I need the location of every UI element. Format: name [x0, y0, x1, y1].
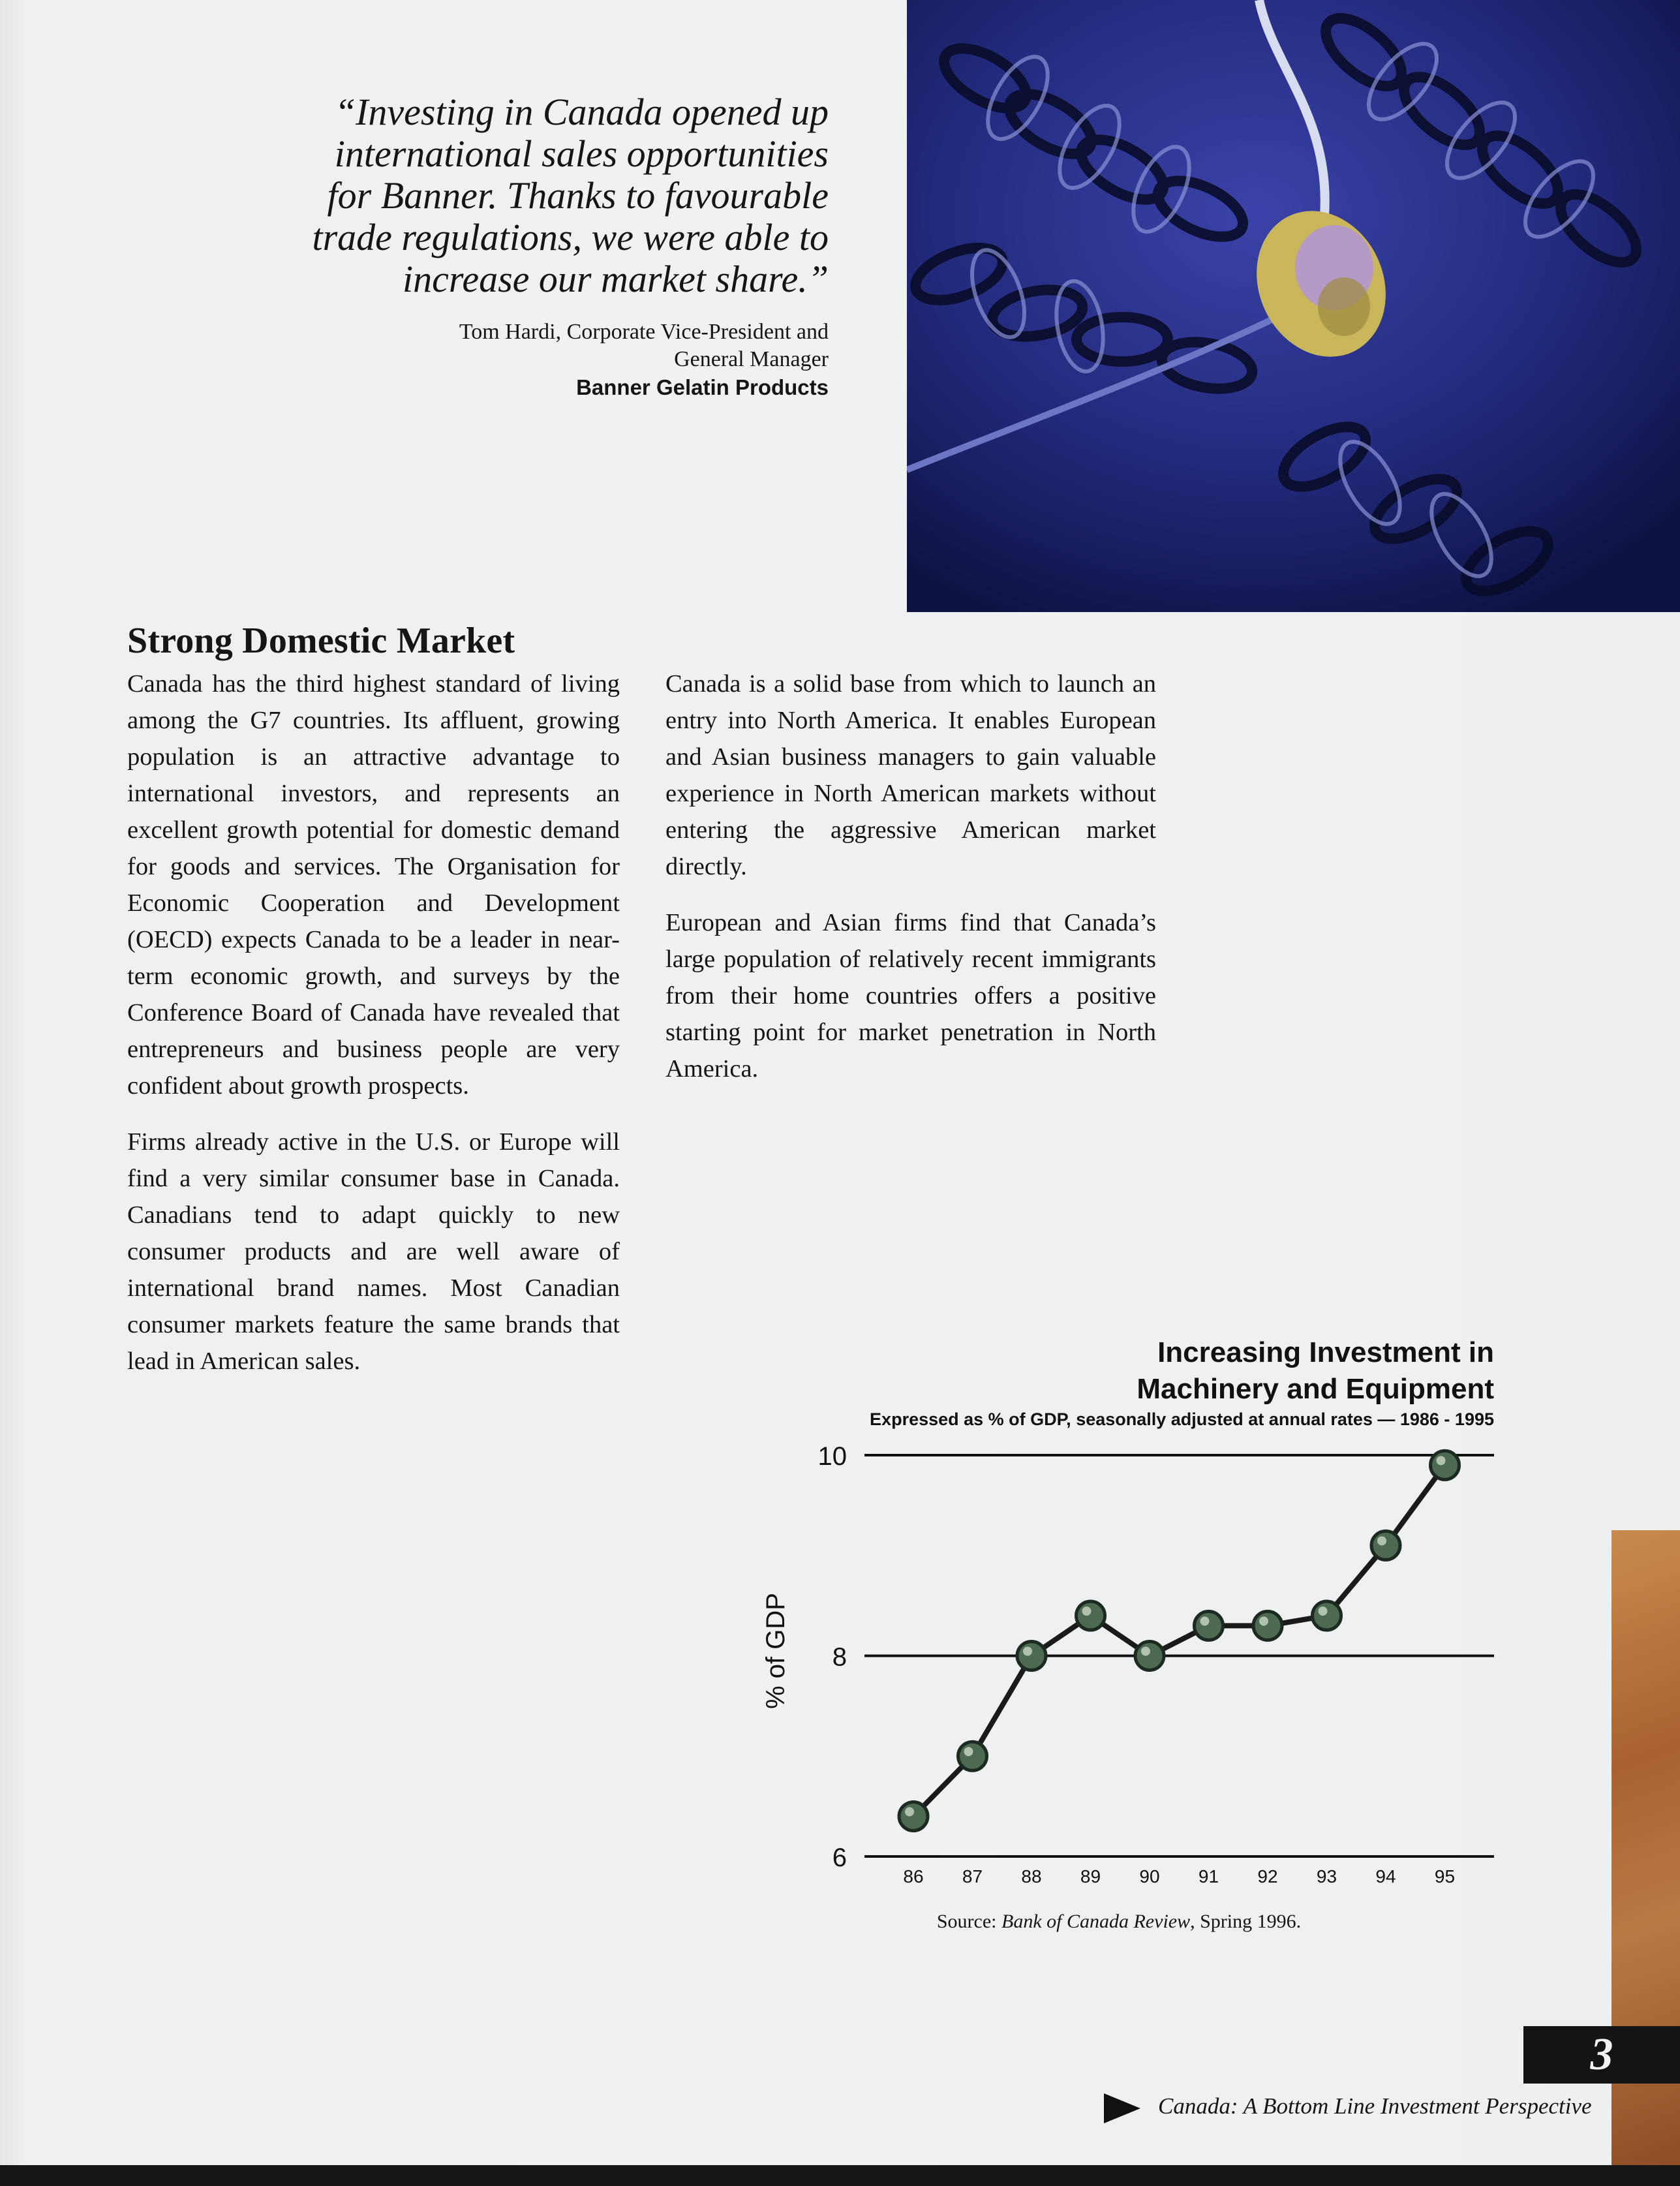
- data-point-highlight: [1200, 1616, 1210, 1625]
- chart-title: [979, 1334, 1494, 1408]
- x-tick-label: 93: [1316, 1866, 1337, 1886]
- attribution-role: General Manager: [674, 347, 829, 371]
- data-point-highlight: [1319, 1607, 1328, 1616]
- body-paragraph: European and Asian firms find that Canada’s large population of relatively recent immigrants from their home countries offers a positive starting point for market penetration in North America.: [665, 909, 1156, 1083]
- source-publication: Bank of Canada Review: [1001, 1911, 1191, 1932]
- data-point: [1313, 1601, 1341, 1630]
- quote-attribution: [248, 318, 829, 373]
- data-point: [1017, 1642, 1046, 1670]
- x-tick-label: 88: [1021, 1866, 1042, 1886]
- chains-photo: [907, 0, 1680, 612]
- body-column-left: [127, 666, 620, 1399]
- data-point: [1253, 1611, 1282, 1640]
- page-number: 3: [1523, 2026, 1680, 2084]
- quote-company: Banner Gelatin Products: [576, 375, 829, 399]
- chart-y-ticks: [818, 1442, 848, 1872]
- x-tick-label: 91: [1198, 1866, 1219, 1886]
- data-point: [1135, 1642, 1164, 1670]
- play-arrow-icon: [1103, 2092, 1142, 2125]
- quote-line: trade regulations, we were able to: [312, 216, 829, 258]
- source-suffix: , Spring 1996.: [1190, 1911, 1302, 1932]
- chart-series-line: [913, 1465, 1445, 1816]
- chart-title-line: Machinery and Equipment: [1137, 1373, 1494, 1405]
- quote-text: [248, 91, 829, 300]
- data-point: [899, 1802, 928, 1831]
- body-paragraph: Firms already active in the U.S. or Europe will find a very similar consumer base in Canada. Canadians tend to adapt quickly to new consumer products and are well aware of international brand names. Most Canadian consumer markets feature the same brands that lead in American sales.: [127, 1128, 620, 1375]
- bottom-scan-edge: [0, 2165, 1680, 2186]
- attribution-title: Tom Hardi, Corporate Vice-President and: [459, 320, 829, 344]
- chart-source: [718, 1911, 1520, 1933]
- quote-line: “Investing in Canada opened up: [334, 91, 829, 133]
- x-tick-label: 92: [1257, 1866, 1278, 1886]
- wood-texture-strip: [1611, 1530, 1680, 2186]
- data-point-highlight: [1259, 1616, 1268, 1625]
- data-point: [958, 1742, 987, 1770]
- x-tick-label: 90: [1139, 1866, 1160, 1886]
- body-paragraph: Canada is a solid base from which to launch an entry into North America. It enables European and Asian business managers to gain valuable experience in North American markets without entering the aggressive American market directly.: [665, 670, 1156, 880]
- chart-x-ticks: [903, 1866, 1455, 1886]
- quote-line: international sales opportunities: [334, 132, 829, 175]
- investment-line-chart: [718, 1429, 1520, 1899]
- data-point-highlight: [1082, 1607, 1092, 1616]
- y-tick-label: 8: [832, 1642, 847, 1672]
- source-prefix: Source:: [936, 1911, 1001, 1932]
- x-tick-label: 94: [1375, 1866, 1396, 1886]
- chart-subtitle: Expressed as % of GDP, seasonally adjusted at annual rates — 1986 - 1995: [870, 1409, 1494, 1429]
- data-point-highlight: [964, 1747, 973, 1756]
- quote-line: for Banner. Thanks to favourable: [327, 174, 829, 217]
- section-heading: Strong Domestic Market: [127, 621, 515, 661]
- data-point: [1195, 1611, 1223, 1640]
- x-tick-label: 95: [1434, 1866, 1456, 1886]
- x-tick-label: 86: [903, 1866, 924, 1886]
- body-column-right: [665, 666, 1156, 1107]
- x-tick-label: 87: [962, 1866, 983, 1886]
- y-tick-label: 6: [832, 1843, 847, 1872]
- pull-quote: [248, 91, 829, 402]
- chart-grid: [864, 1455, 1494, 1856]
- data-point-highlight: [1377, 1536, 1386, 1545]
- data-point: [1431, 1451, 1459, 1479]
- chart-title-line: Increasing Investment in: [1157, 1336, 1494, 1368]
- quote-line: increase our market share.”: [403, 258, 829, 300]
- data-point-highlight: [905, 1808, 914, 1817]
- footer-title: Canada: A Bottom Line Investment Perspective: [1158, 2093, 1592, 2119]
- footer: [1103, 2088, 1605, 2127]
- data-point-highlight: [1023, 1647, 1032, 1656]
- x-tick-label: 89: [1080, 1866, 1101, 1886]
- data-point-highlight: [1141, 1647, 1150, 1656]
- y-tick-label: 10: [817, 1442, 847, 1471]
- data-point-highlight: [1437, 1456, 1446, 1465]
- chart-y-axis-label: % of GDP: [761, 1593, 790, 1709]
- data-point: [1077, 1601, 1105, 1630]
- body-paragraph: Canada has the third highest standard of living among the G7 countries. Its affluent, growing population is an attractive advantage to international investors, and represents an excellent growth potential for domestic demand for goods and services. The Organisation for Economic Cooperation and Development (OECD) expects Canada to be a leader in near-term economic growth, and surveys by the Conference Board of Canada have revealed that entrepreneurs and business people are very confident about growth prospects.: [127, 670, 620, 1100]
- data-point: [1371, 1531, 1400, 1560]
